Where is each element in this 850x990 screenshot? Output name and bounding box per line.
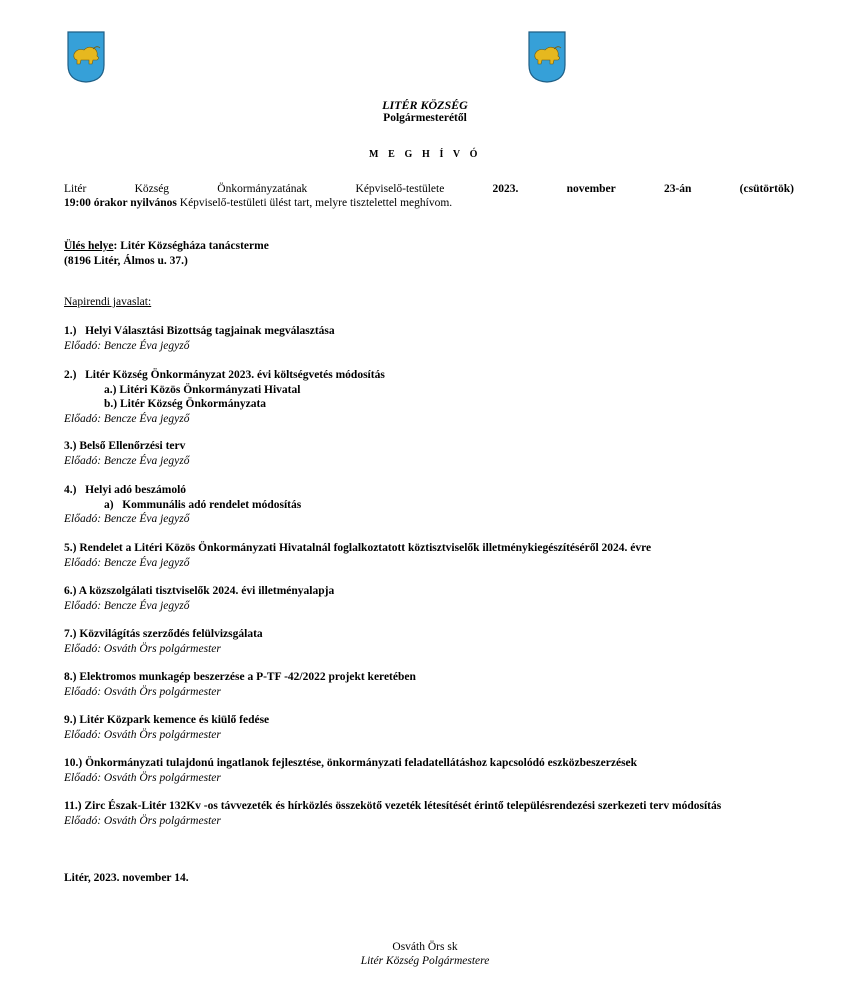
venue-label: Ülés helye — [64, 240, 114, 252]
agenda-item-presenter: Előadó: Osváth Örs polgármester — [64, 771, 221, 784]
meeting-month: november — [566, 183, 616, 195]
agenda-subitem: b.) Litér Község Önkormányzata — [104, 398, 267, 410]
word: Képviselő-testülete — [355, 183, 445, 195]
date-line: Litér, 2023. november 14. — [64, 872, 189, 884]
agenda-item — [64, 756, 637, 785]
agenda-item-title: 5.) Rendelet a Litéri Közös Önkormányzati Hivatalnál foglalkoztatott köztisztviselők illetménykiegészítéséről 2024. évre — [64, 542, 652, 554]
agenda-item-title: 4.) Helyi adó beszámoló — [64, 484, 187, 496]
agenda-item-title: 1.) Helyi Választási Bizottság tagjainak megválasztása — [64, 325, 335, 337]
agenda-item-title: 7.) Közvilágítás szerződés felülvizsgálata — [64, 628, 263, 640]
document-title: M E G H Í V Ó — [369, 149, 481, 160]
agenda-subitem: a) Kommunális adó rendelet módosítás — [104, 498, 302, 511]
agenda-item-presenter: Előadó: Bencze Éva jegyző — [64, 599, 190, 612]
agenda-item-presenter: Előadó: Osváth Örs polgármester — [64, 814, 221, 827]
word: Litér — [64, 183, 87, 195]
agenda-item-title: 3.) Belső Ellenőrzési terv — [64, 440, 186, 452]
agenda-item — [64, 324, 335, 353]
agenda-item — [64, 713, 269, 742]
agenda-item-title: 6.) A közszolgálati tisztviselők 2024. évi illetményalapja — [64, 585, 335, 597]
agenda-item-title: 8.) Elektromos munkagép beszerzése a P-TF -42/2022 projekt keretében — [64, 671, 416, 683]
agenda-item — [64, 584, 334, 613]
agenda-item-presenter: Előadó: Osváth Örs polgármester — [64, 685, 221, 698]
agenda-item-presenter: Előadó: Bencze Éva jegyző — [64, 412, 190, 425]
agenda-item — [64, 483, 301, 527]
venue-value: : Litér Községháza tanácsterme — [113, 240, 269, 252]
agenda-item-title: 11.) Zirc Észak-Litér 132Kv -os távvezeték és hírközlés összekötő vezeték létesítését érintő településrendezési szerkezeti terv módosítás — [64, 800, 722, 812]
invitation-paragraph — [64, 182, 794, 210]
meeting-weekday: (csütörtök) — [739, 183, 794, 195]
agenda-item-presenter: Előadó: Osváth Örs polgármester — [64, 728, 221, 741]
meeting-year: 2023. — [492, 183, 519, 195]
coat-of-arms-left-icon — [67, 31, 105, 83]
agenda-item-title: 10.) Önkormányzati tulajdonú ingatlanok fejlesztése, önkormányzati feladatellátáshoz kapcsolódó eszközbeszerzések — [64, 757, 638, 769]
invitation-rest: Képviselő-testületi ülést tart, melyre tisztelettel meghívom. — [176, 197, 453, 209]
agenda-item-presenter: Előadó: Bencze Éva jegyző — [64, 513, 190, 525]
agenda-item-presenter: Előadó: Bencze Éva jegyző — [64, 339, 190, 352]
invitation-line-1 — [64, 182, 794, 196]
signature-name: Osváth Örs sk — [392, 941, 458, 953]
agenda-subitem: a.) Litéri Közös Önkormányzati Hivatal — [104, 383, 301, 396]
town-title: LITÉR KÖZSÉG — [382, 98, 468, 112]
agenda-item-presenter: Előadó: Bencze Éva jegyző — [64, 556, 190, 569]
coat-of-arms-right-icon — [528, 31, 566, 83]
meeting-day: 23-án — [663, 183, 692, 195]
agenda-item-presenter: Előadó: Bencze Éva jegyző — [64, 454, 190, 467]
agenda-item — [64, 627, 263, 656]
signature-role: Litér Község Polgármestere — [360, 955, 490, 967]
agenda-item-presenter: Előadó: Osváth Örs polgármester — [64, 642, 221, 655]
word: Község — [134, 183, 170, 195]
agenda-item — [64, 670, 416, 699]
agenda-item — [64, 368, 385, 426]
agenda-item — [64, 799, 721, 828]
agenda-heading: Napirendi javaslat: — [64, 296, 152, 308]
venue-block — [64, 239, 269, 268]
meeting-time: 19:00 órakor nyilvános — [64, 197, 177, 209]
sender-line: Polgármesterétől — [383, 112, 467, 124]
agenda-item-title: 9.) Litér Közpark kemence és kiülő fedése — [64, 714, 270, 726]
venue-address: (8196 Litér, Álmos u. 37.) — [64, 254, 188, 267]
agenda-item — [64, 439, 190, 468]
word: Önkormányzatának — [217, 183, 308, 195]
invitation-line-2 — [64, 196, 794, 210]
agenda-item — [64, 541, 651, 570]
agenda-item-title: 2.) Litér Község Önkormányzat 2023. évi költségvetés módosítás — [64, 369, 385, 381]
